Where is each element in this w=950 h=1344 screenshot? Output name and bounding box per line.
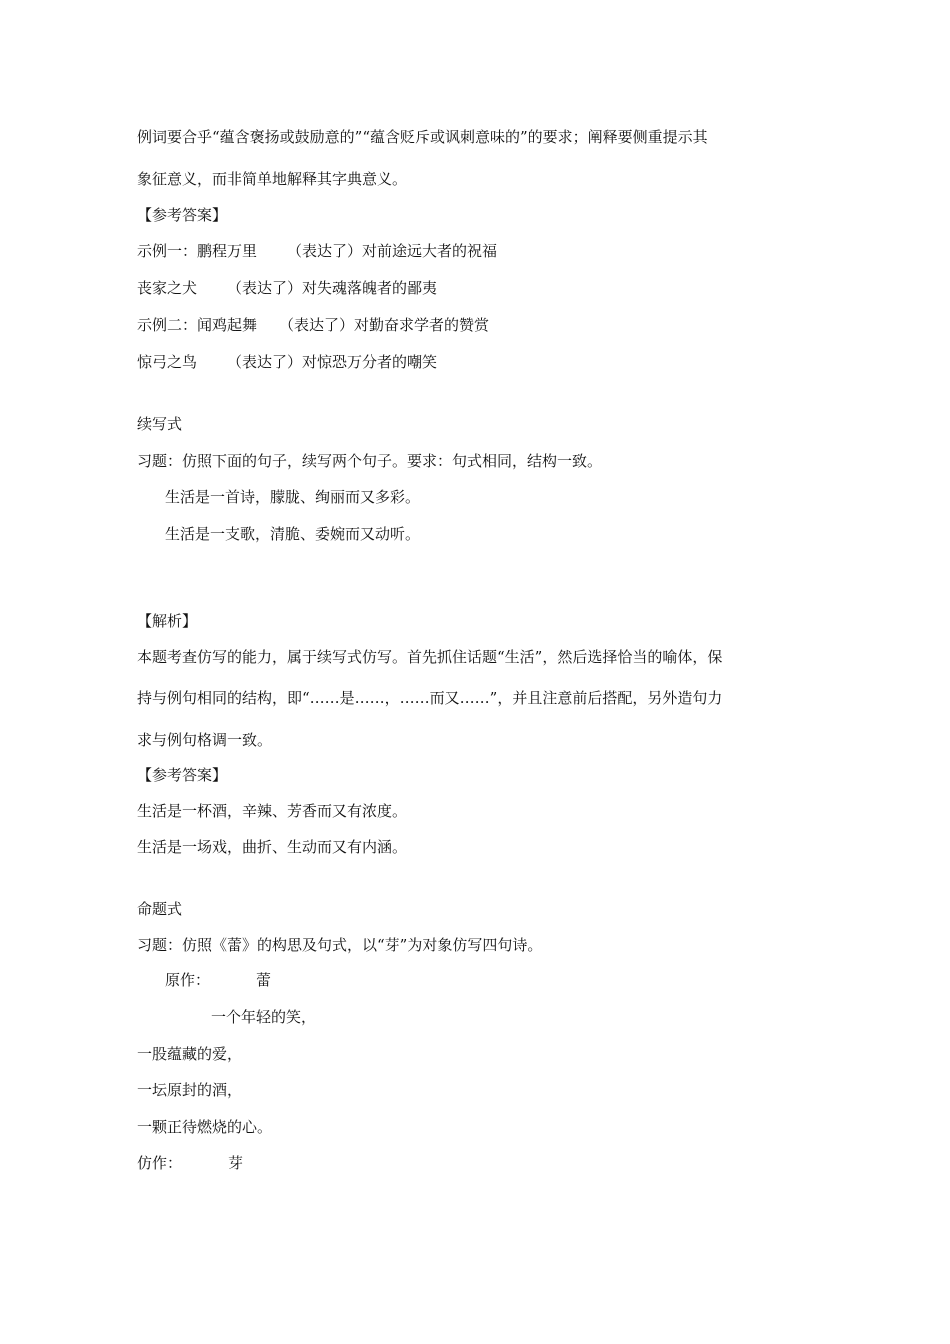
imitation-title: 芽 — [228, 1154, 244, 1172]
example-line — [137, 352, 437, 372]
answer-heading: 【参考答案】 — [137, 206, 228, 224]
poem-line: 一颗正待燃烧的心。 — [137, 1118, 273, 1136]
answer-line: 生活是一杯酒，辛辣、芳香而又有浓度。 — [137, 802, 408, 820]
imitation-label: 仿作： — [137, 1154, 183, 1172]
example-meaning: （表达了）对前途远大者的祝福 — [287, 242, 498, 260]
example-term: 示例一：鹏程万里 — [137, 242, 258, 260]
answer-heading: 【参考答案】 — [137, 766, 228, 784]
example-term: 示例二：闻鸡起舞 — [137, 316, 258, 334]
poem-line: 一坛原封的酒， — [137, 1081, 243, 1099]
sample-sentence: 生活是一首诗，朦胧、绚丽而又多彩。 — [165, 488, 421, 506]
exercise-text: 习题：仿照下面的句子，续写两个句子。要求：句式相同，结构一致。 — [137, 452, 603, 470]
paragraph-line: 象征意义，而非简单地解释其字典意义。 — [137, 170, 408, 188]
section-title: 续写式 — [137, 415, 183, 433]
example-meaning: （表达了）对勤奋求学者的赞赏 — [279, 316, 490, 334]
example-meaning: （表达了）对惊恐万分者的嘲笑 — [227, 353, 438, 371]
original-title: 蕾 — [256, 971, 272, 989]
analysis-heading: 【解析】 — [137, 612, 198, 630]
analysis-line: 持与例句相同的结构，即“……是……，……而又……”，并且注意前后搭配，另外造句力 — [137, 689, 723, 707]
example-line — [137, 241, 497, 261]
exercise-text: 习题：仿照《蕾》的构思及句式，以“芽”为对象仿写四句诗。 — [137, 936, 543, 954]
sample-sentence: 生活是一支歌，清脆、委婉而又动听。 — [165, 525, 421, 543]
poem-line: 一股蕴藏的爱， — [137, 1045, 243, 1063]
analysis-line: 本题考查仿写的能力，属于续写式仿写。首先抓住话题“生活”，然后选择恰当的喻体，保 — [137, 648, 723, 666]
example-term: 丧家之犬 — [137, 279, 198, 297]
example-meaning: （表达了）对失魂落魄者的鄙夷 — [227, 279, 438, 297]
answer-line: 生活是一场戏，曲折、生动而又有内涵。 — [137, 838, 408, 856]
original-label-line — [165, 970, 271, 990]
section-title: 命题式 — [137, 900, 183, 918]
example-term: 惊弓之鸟 — [137, 353, 198, 371]
paragraph-line: 例词要合乎“蕴含褒扬或鼓励意的”“蕴含贬斥或讽刺意味的”的要求；阐释要侧重提示其 — [137, 128, 708, 146]
imitation-label-line — [137, 1153, 243, 1173]
example-line — [137, 315, 489, 335]
example-line — [137, 278, 437, 298]
poem-line: 一个年轻的笑， — [211, 1008, 317, 1026]
original-label: 原作： — [165, 971, 211, 989]
analysis-line: 求与例句格调一致。 — [137, 731, 273, 749]
